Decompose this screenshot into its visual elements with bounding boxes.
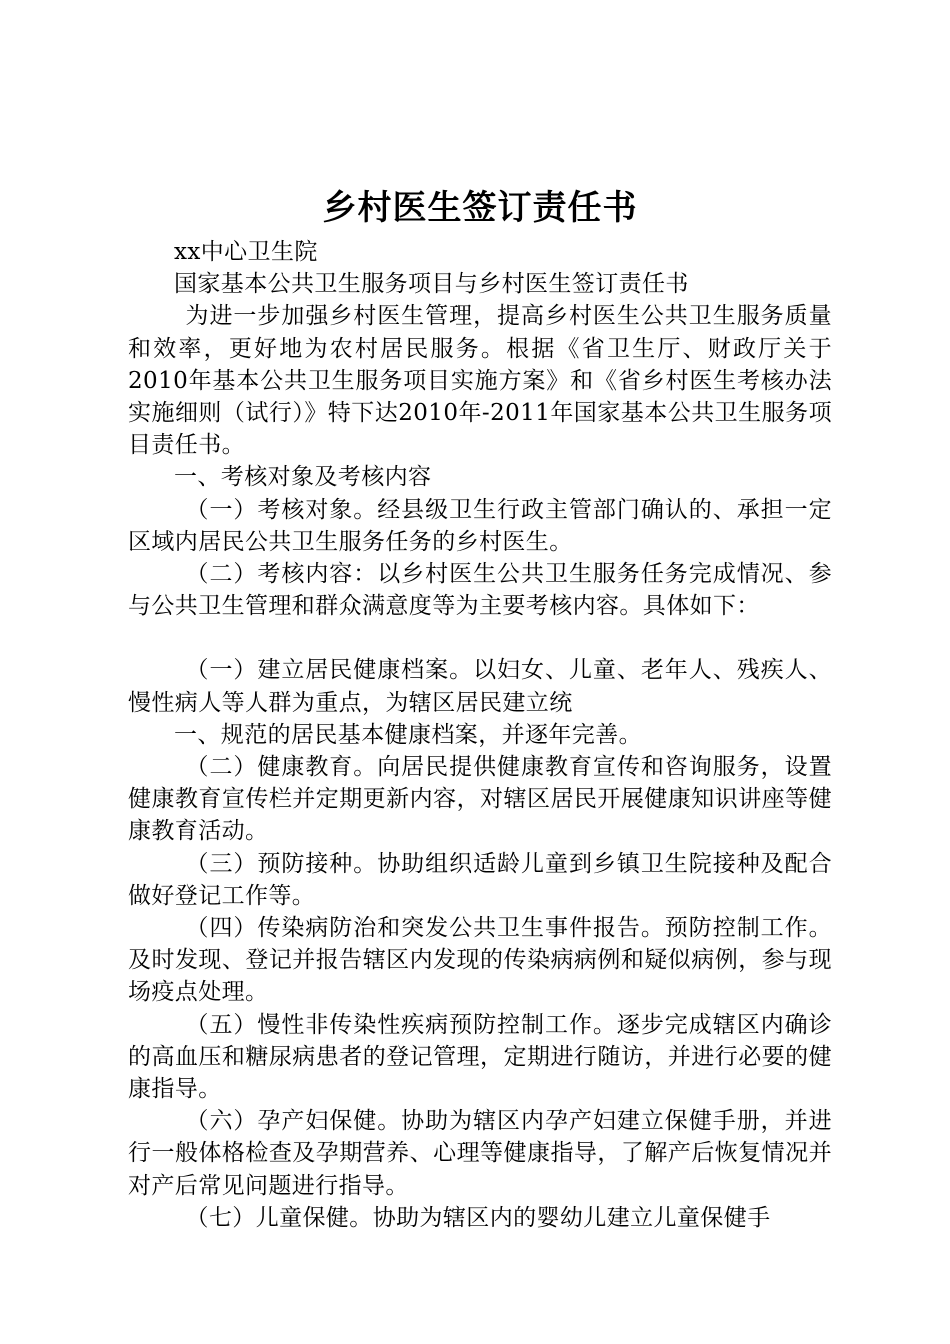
paragraph-item: 一、规范的居民基本健康档案，并逐年完善。 <box>174 721 642 748</box>
document-page <box>128 0 832 1344</box>
paragraph-item: （七）儿童保健。协助为辖区内的婴幼儿建立儿童保健手 <box>185 1204 771 1231</box>
document-body <box>128 236 832 1234</box>
paragraph-item: （一）考核对象。经县级卫生行政主管部门确认的、承担一定区域内居民公共卫生服务任务的乡村医生。 <box>128 496 832 555</box>
section-heading: 一、考核对象及考核内容 <box>174 464 432 491</box>
paragraph-item: （三）预防接种。协助组织适龄儿童到乡镇卫生院接种及配合做好登记工作等。 <box>128 850 832 909</box>
document-title: 乡村医生签订责任书 <box>322 188 638 228</box>
paragraph-item: （二）考核内容：以乡村医生公共卫生服务任务完成情况、参与公共卫生管理和群众满意度等为主要考核内容。具体如下： <box>128 561 832 620</box>
paragraph-item: （二）健康教育。向居民提供健康教育宣传和咨询服务，设置健康教育宣传栏并定期更新内容，对辖区居民开展健康知识讲座等健康教育活动。 <box>128 754 832 845</box>
paragraph-item: （一）建立居民健康档案。以妇女、儿童、老年人、残疾人、慢性病人等人群为重点，为辖区居民建立统 <box>128 657 832 716</box>
paragraph-item: （四）传染病防治和突发公共卫生事件报告。预防控制工作。及时发现、登记并报告辖区内发现的传染病病例和疑似病例，参与现场疫点处理。 <box>128 915 832 1006</box>
paragraph-item: （五）慢性非传染性疾病预防控制工作。逐步完成辖区内确诊的高血压和糖尿病患者的登记管理，定期进行随访，并进行必要的健康指导。 <box>128 1011 832 1103</box>
paragraph-subtitle: 国家基本公共卫生服务项目与乡村医生签订责任书 <box>174 271 689 298</box>
paragraph-intro: 为进一步加强乡村医生管理，提高乡村医生公共卫生服务质量和效率，更好地为农村居民服务。根据《省卫生厅、财政厅关于2010年基本公共卫生服务项目实施方案》和《省乡村医生考核办法实施细则（试行）》特下达2010年-2011年国家基本公共卫生服务项目责任书。 <box>128 303 832 459</box>
paragraph-institution: xx中心卫生院 <box>174 239 318 265</box>
paragraph-item: （六）孕产妇保健。协助为辖区内孕产妇建立保健手册，并进行一般体格检查及孕期营养、心理等健康指导，了解产后恢复情况并对产后常见问题进行指导。 <box>128 1108 832 1199</box>
